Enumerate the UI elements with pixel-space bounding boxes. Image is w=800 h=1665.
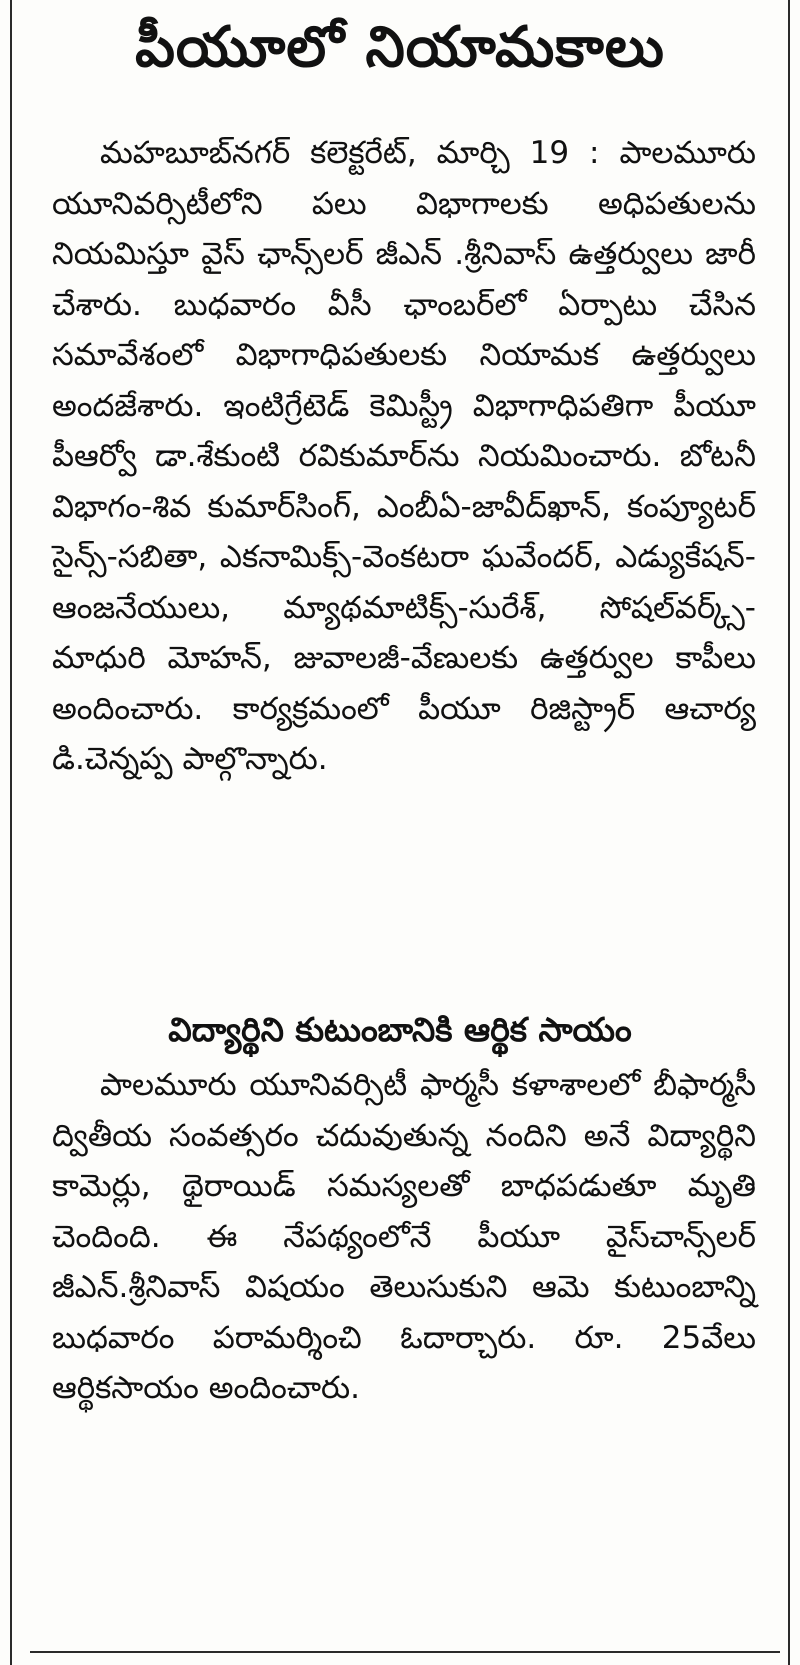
article-body-appointments: మహబూబ్‌నగర్ కలెక్టరేట్, మార్చి 19 : పాలమూరు యూనివర్సిటీలోని పలు విభాగాలకు అధిపతులను నియమిస్తూ వైస్ ఛాన్స్‌లర్ జీఎన్ .శ్రీనివాస్ ఉత్తర్వులు జారీ చేశారు. బుధవారం వీసీ ఛాంబర్‌లో ఏర్పాటు చేసిన సమావేశంలో విభాగాధిపతులకు నియామక ఉత్తర్వులు అందజేశారు. ఇంటిగ్రేటెడ్ కెమిస్ట్రీ విభాగాధిపతిగా పీయూ పీఆర్వో డా.శేకుంటి రవికుమార్‌ను నియమించారు. బోటనీ విభాగం-శివ కుమార్‌సింగ్, ఎంబీఏ-జావీద్‌ఖాన్, కంప్యూటర్ సైన్స్-సబితా, ఎకనామిక్స్-వెంకటరా ఘవేందర్, ఎడ్యుకేషన్-ఆంజనేయులు, మ్యాథమాటిక్స్-సురేశ్, సోషల్‌వర్క్స్-మాధురి మోహన్, జువాలజీ-వేణులకు ఉత్తర్వుల కాపీలు అందించారు. కార్యక్రమంలో పీయూ రిజిస్ట్రార్ ఆచార్య డి.చెన్నప్ప పాల్గొన్నారు. <box>52 135 756 777</box>
subheadline-financial-aid: విద్యార్థిని కుటుంబానికి ఆర్థిక సాయం <box>168 1010 632 1049</box>
bottom-border-rule <box>30 1651 780 1653</box>
headline: పీయూలో నియామకాలు <box>135 15 665 80</box>
left-border-rule <box>10 0 12 1665</box>
article-body-financial-aid: పాలమూరు యూనివర్సిటీ ఫార్మసీ కళాశాలలో బీఫార్మసీ ద్వితీయ సంవత్సరం చదువుతున్న నందిని అనే విద్యార్థిని కామెర్లు, థైరాయిడ్ సమస్యలతో బాధపడుతూ మృతి చెందింది. ఈ నేపథ్యంలోనే పీయూ వైస్‌చాన్స్‌లర్ జీఎన్.శ్రీనివాస్ విషయం తెలుసుకుని ఆమె కుటుంబాన్ని బుధవారం పరామర్శించి ఓదార్చారు. రూ. 25వేలు ఆర్థికసాయం అందించారు. <box>52 1067 756 1406</box>
right-border-rule <box>788 0 790 1665</box>
